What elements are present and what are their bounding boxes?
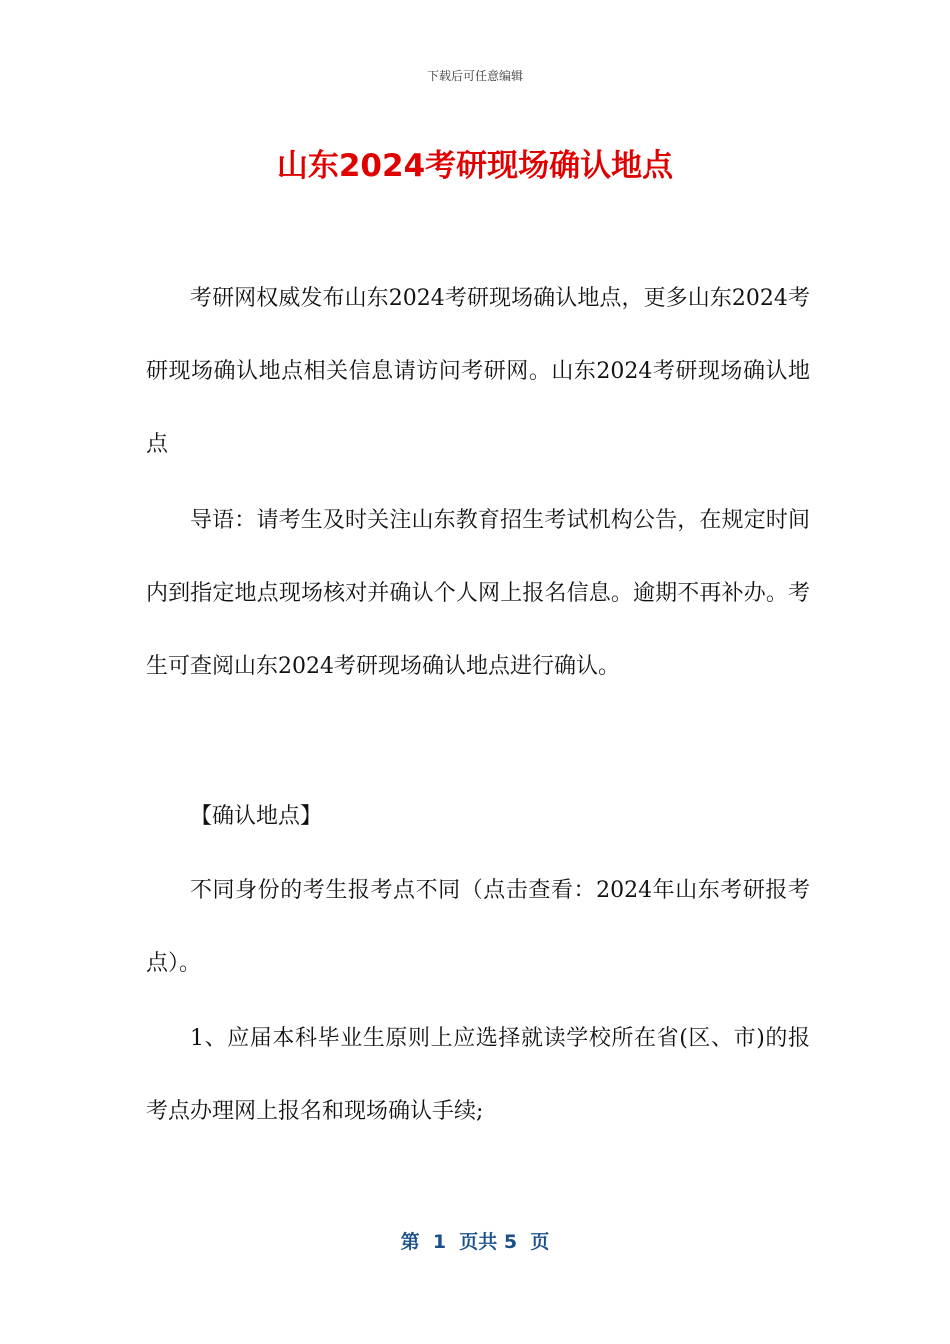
- section-heading: [146, 780, 810, 853]
- paragraph-text: 不同身份的考生报考点不同（点击查看：2024年山东考研报考点）。: [146, 878, 810, 976]
- page-number: 第 1 页共 5 页: [400, 1231, 550, 1253]
- page-title: 山东2024考研现场确认地点: [276, 148, 674, 184]
- rule-paragraph: [146, 1002, 810, 1148]
- guide-paragraph: [146, 484, 810, 703]
- identity-paragraph: [146, 854, 810, 1000]
- header-note: 下载后可任意编辑: [426, 69, 523, 83]
- paragraph-text: 导语：请考生及时关注山东教育招生考试机构公告，在规定时间内到指定地点现场核对并确认个人网上报名信息。逾期不再补办。考生可查阅山东2024考研现场确认地点进行确认。: [146, 508, 810, 679]
- paragraph-text: 考研网权威发布山东2024考研现场确认地点，更多山东2024考研现场确认地点相关信息请访问考研网。山东2024考研现场确认地点: [146, 286, 810, 457]
- paragraph-text: 1、应届本科毕业生原则上应选择就读学校所在省(区、市)的报考点办理网上报名和现场确认手续;: [146, 1026, 810, 1124]
- paragraph-text: 【确认地点】: [190, 804, 323, 829]
- intro-paragraph: [146, 262, 810, 481]
